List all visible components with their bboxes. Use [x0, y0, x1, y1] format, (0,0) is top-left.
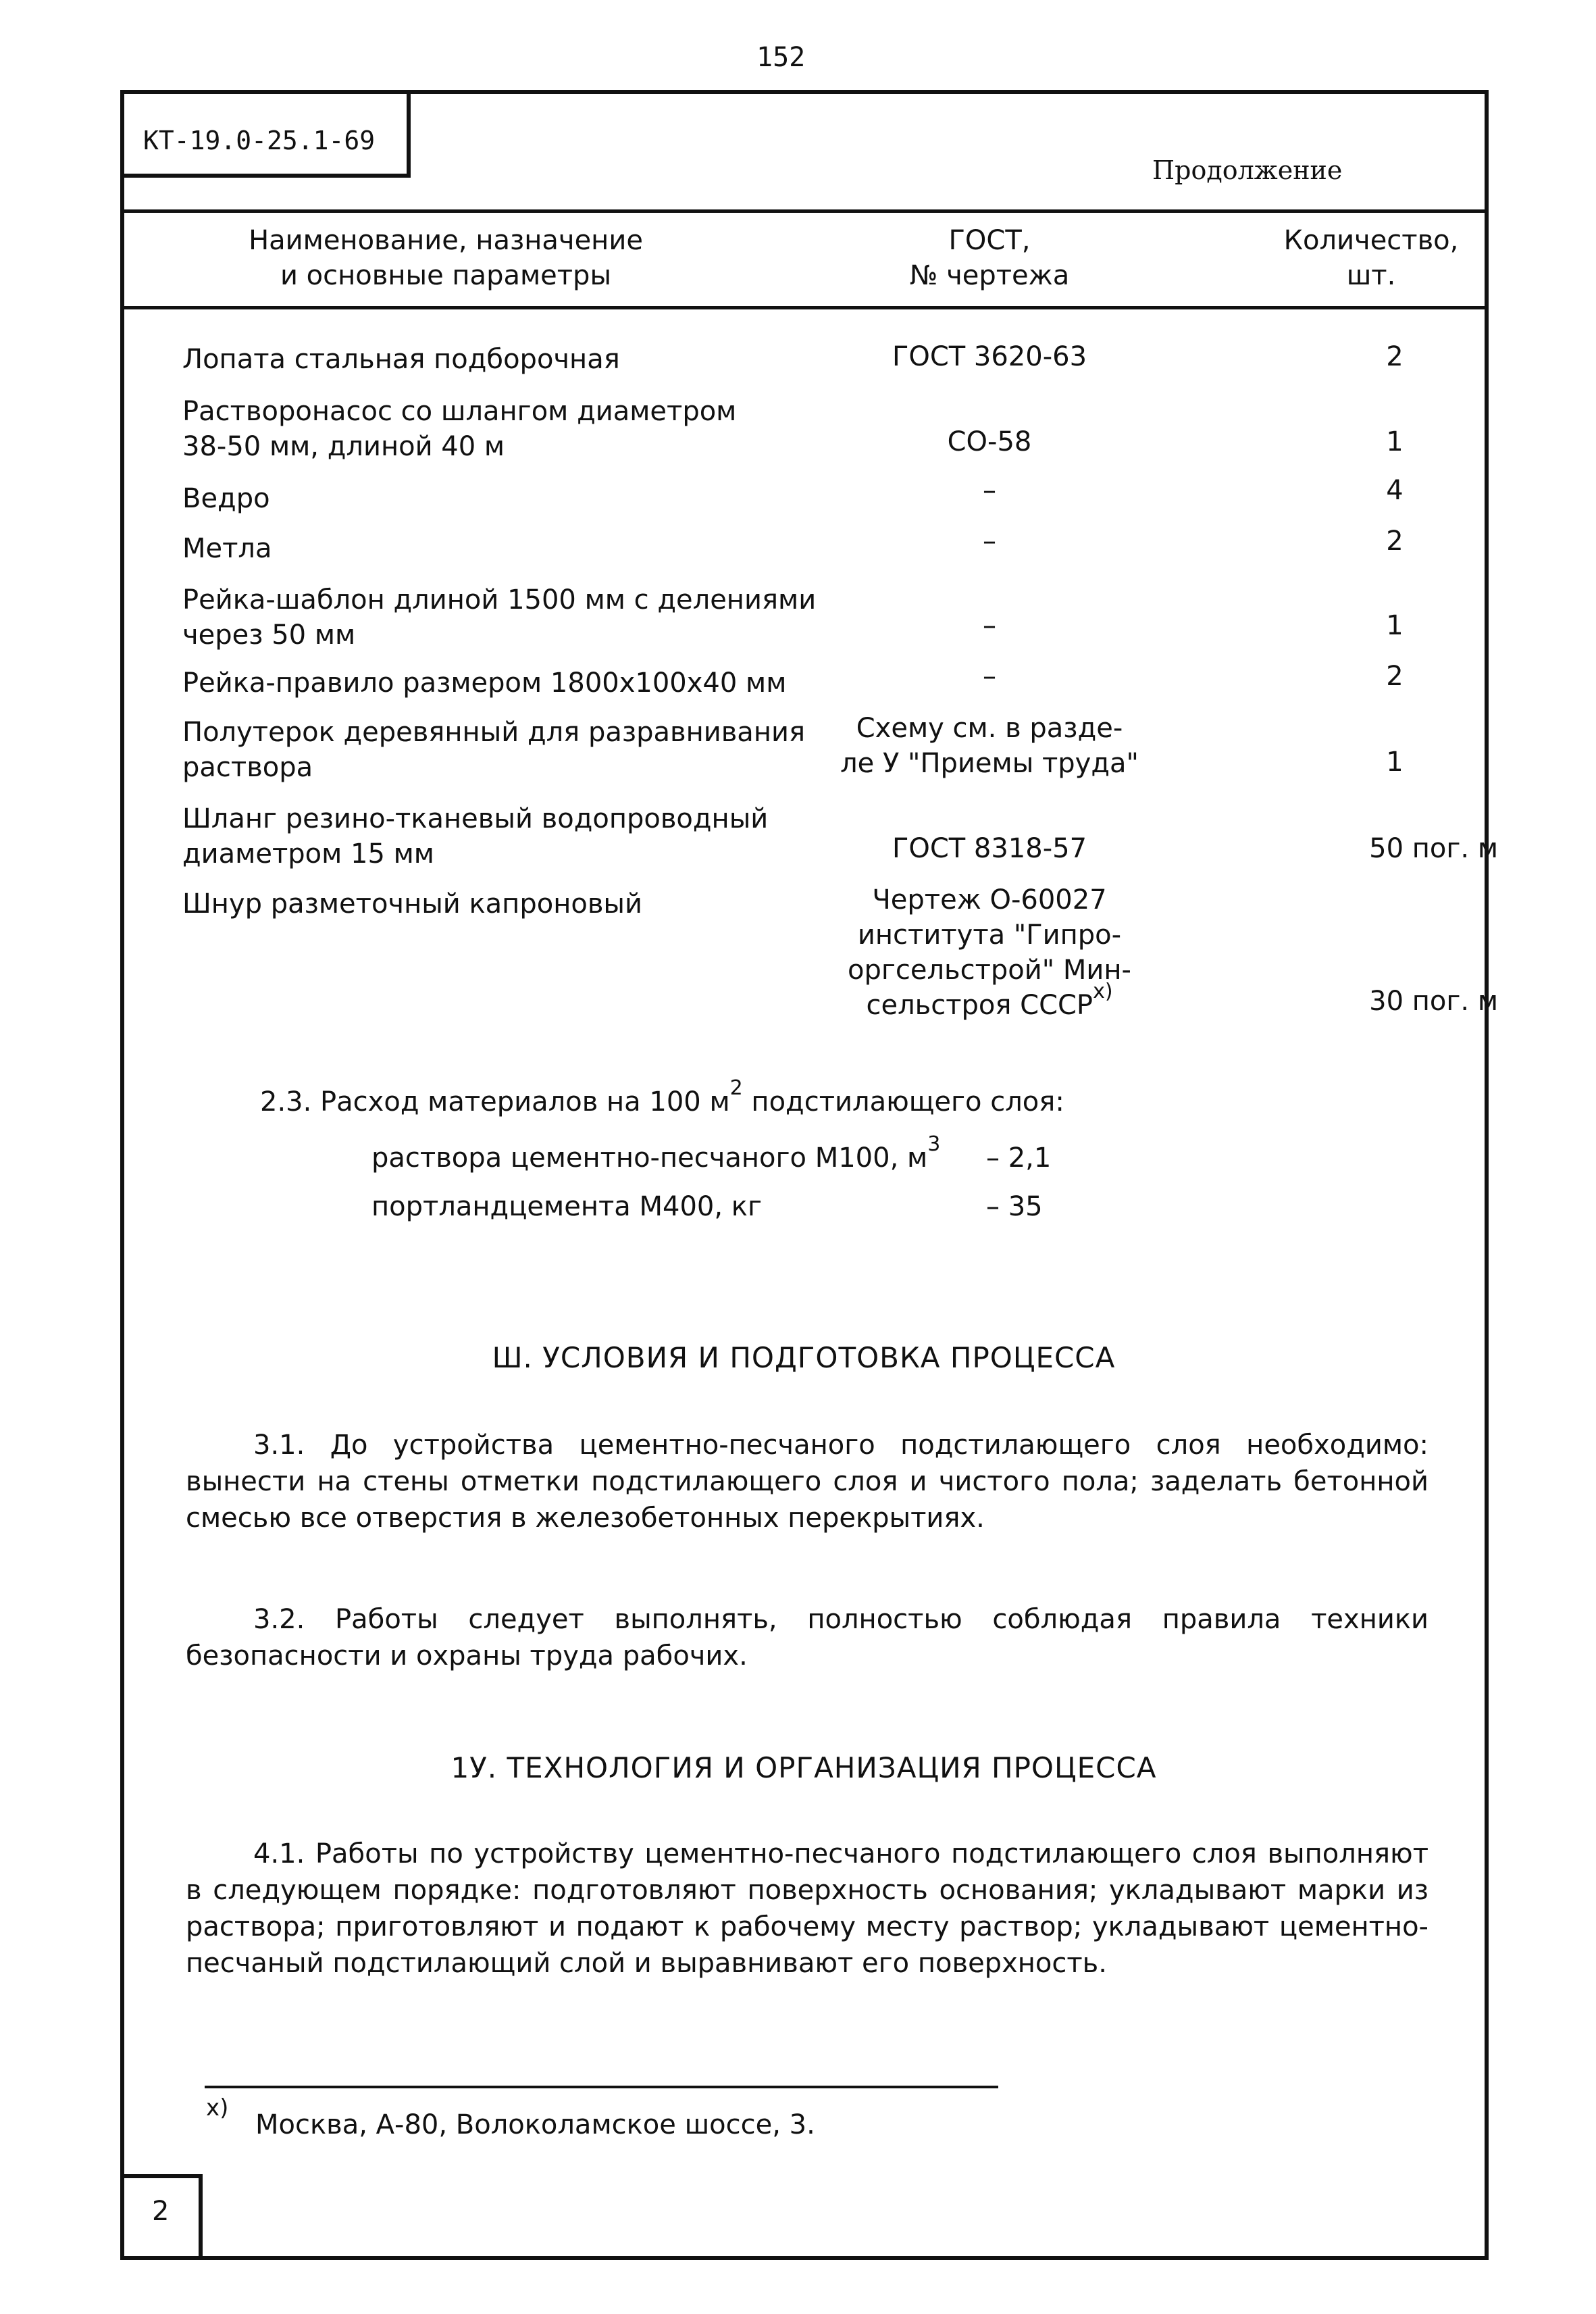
section-4-title: 1У. ТЕХНОЛОГИЯ И ОРГАНИЗАЦИЯ ПРОЦЕССА [451, 1751, 1157, 1784]
table-header-top-rule [120, 209, 1489, 213]
table-row-gost: Чертеж О-60027 института "Гипро- оргсельстрой" Мин- сельстроя СССР$^{x)}$ [848, 884, 1131, 1021]
table-row-qty: 2 [1386, 341, 1404, 372]
table-row-gost: ГОСТ 3620-63 [892, 341, 1087, 372]
sheet-number: 2 [152, 2196, 170, 2227]
material-item-mortar-value: – 2,1 [986, 1142, 1052, 1174]
footnote-reference: x) [1093, 980, 1113, 1003]
header-quantity: Количество, шт. [1283, 225, 1459, 291]
table-row-gost: Схему см. в разде- ле У "Приемы труда" [840, 713, 1139, 779]
paragraph-4-1: 4.1. Работы по устройству цементно-песчаного подстилающего слоя выполняют в следующем порядке: подготовляют поверхность основания; укладывают марки из раствора; приготовляют и подают к рабочему месту раствор; укладывают цементно-песчаный подстилающий слой и выравнивают его поверхность. [186, 1838, 1428, 1979]
material-item-cement: портландцемента М400, кг [371, 1191, 762, 1222]
table-row-qty: 4 [1386, 475, 1404, 506]
table-row-qty: 50 пог. м [1369, 833, 1498, 864]
paragraph-3-1: 3.1. До устройства цементно-песчаного подстилающего слоя необходимо: вынести на стены отметки подстилающего слоя и чистого пола; заделать бетонной смесью все отверстия в железобетонных перекрытиях. [186, 1430, 1428, 1534]
page-number: 152 [756, 42, 806, 73]
materials-heading: 2.3. Расход материалов на 100 $м^2$ подстилающего слоя: [260, 1076, 1064, 1117]
table-row-name: Растворонасос со шлангом диаметром 38-50 мм, длиной 40 м [182, 396, 737, 462]
table-row-name: Шланг резино-тканевый водопроводный диаметром 15 мм [182, 803, 769, 870]
document-code: КТ-19.0-25.1-69 [143, 126, 376, 155]
table-header-bottom-rule [120, 306, 1489, 309]
header-name: Наименование, назначение и основные параметры [249, 225, 643, 291]
table-row-gost: СО-58 [947, 426, 1032, 457]
table-row-name: Полутерок деревянный для разравнивания раствора [182, 717, 806, 783]
table-row-gost: – [983, 526, 996, 557]
footnote-mark: x) [206, 2094, 229, 2121]
table-row-gost: – [983, 661, 996, 692]
table-row-qty: 1 [1386, 426, 1404, 457]
table-row-name: Лопата стальная подборочная [182, 344, 620, 375]
table-row-qty: 1 [1386, 610, 1404, 641]
table-row-name: Шнур разметочный капроновый [182, 888, 642, 920]
section-3-title: Ш. УСЛОВИЯ И ПОДГОТОВКА ПРОЦЕССА [492, 1341, 1116, 1374]
material-item-mortar: раствора цементно-песчаного М100, $м^3$ [371, 1132, 941, 1174]
table-row-name: Ведро [182, 483, 270, 514]
table-row-gost: ГОСТ 8318-57 [892, 833, 1087, 864]
table-row-name: Метла [182, 533, 272, 564]
table-row-qty: 1 [1386, 747, 1404, 778]
paragraph-3-2: 3.2. Работы следует выполнять, полностью соблюдая правила техники безопасности и охраны труда рабочих. [186, 1604, 1428, 1671]
table-row-name: Рейка-шаблон длиной 1500 мм с делениями через 50 мм [182, 584, 817, 651]
table-row-name: Рейка-правило размером 1800x100x40 мм [182, 668, 787, 699]
table-row-qty: 30 пог. м [1369, 986, 1498, 1017]
continuation-label: Продолжение [1152, 155, 1343, 185]
table-row-gost: – [983, 610, 996, 641]
material-item-cement-value: – 35 [986, 1191, 1043, 1222]
table-row-qty: 2 [1386, 661, 1404, 692]
table-row-gost: – [983, 475, 996, 506]
table-row-qty: 2 [1386, 526, 1404, 557]
footnote-text: Москва, А-80, Волоколамское шоссе, 3. [255, 2109, 815, 2140]
header-gost: ГОСТ, № чертежа [909, 225, 1070, 291]
footnote-divider [205, 2086, 998, 2088]
